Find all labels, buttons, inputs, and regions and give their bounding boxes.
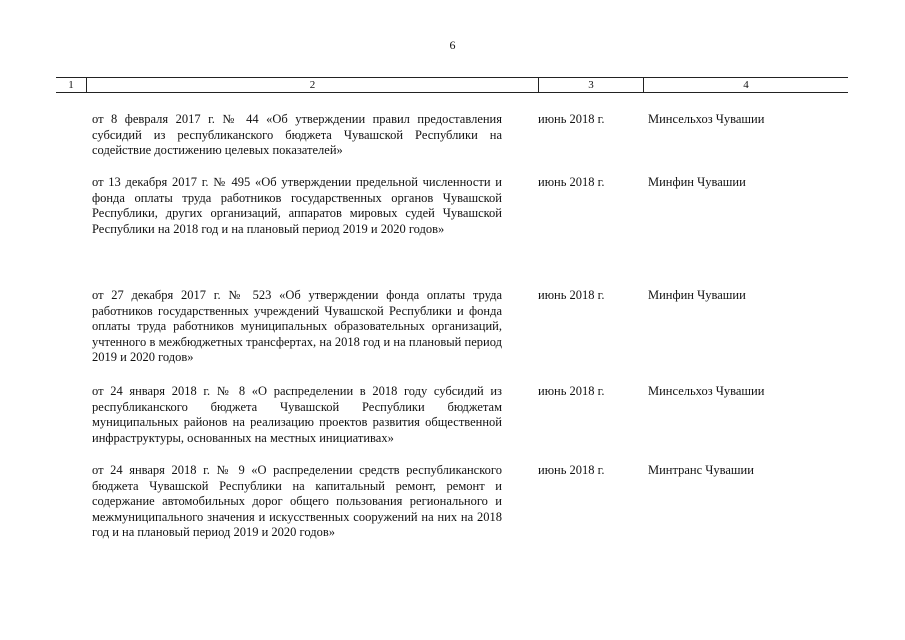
page-number: 6 [449, 38, 456, 52]
row-date: июнь 2018 г. [538, 288, 605, 302]
column-header-1: 1 [68, 79, 74, 91]
column-header-4: 4 [643, 78, 848, 92]
table-header-row [56, 77, 848, 93]
column-header-2: 2 [86, 78, 538, 92]
row-date: июнь 2018 г. [538, 463, 605, 477]
row-organization: Минфин Чувашии [648, 288, 746, 302]
row-organization: Минсельхоз Чувашии [648, 112, 765, 126]
row-organization: Минфин Чувашии [648, 175, 746, 189]
row-description: от 24 января 2018 г. № 9 «О распределении средств республиканского бюджета Чувашской Республики на капитальный ремонт, ремонт и содержание автомобильных дорог общего пользования регионального и межмуниципального значения и искусственных сооружений на них на 2018 год и на плановый период 2019 и 2020 годов» [92, 463, 502, 540]
row-organization: Минсельхоз Чувашии [648, 384, 765, 398]
row-description: от 8 февраля 2017 г. № 44 «Об утверждении правил предоставления субсидий из республиканского бюджета Чувашской Республики на содействие достижению целевых показателей» [92, 112, 502, 158]
column-header-3: 3 [538, 78, 643, 92]
row-date: июнь 2018 г. [538, 112, 605, 126]
row-description: от 13 декабря 2017 г. № 495 «Об утверждении предельной численности и фонда оплаты труда работников государственных органов Чувашской Республики, других организаций, аппаратов мировых судей Чувашской Республики на 2018 год и на плановый период 2019 и 2020 годов» [92, 175, 502, 236]
row-date: июнь 2018 г. [538, 384, 605, 398]
row-organization: Минтранс Чувашии [648, 463, 754, 477]
document-table [56, 77, 848, 540]
row-date: июнь 2018 г. [538, 175, 605, 189]
row-description: от 27 декабря 2017 г. № 523 «Об утверждении фонда оплаты труда работников государственных учреждений Чувашской Республики и фонда оплаты труда работников муниципальных образовательных организаций, учтенного в межбюджетных трансфертах, на 2018 год и на плановый период 2019 и 2020 годов» [92, 288, 502, 365]
row-description: от 24 января 2018 г. № 8 «О распределении в 2018 году субсидий из республиканского бюджета Чувашской Республики бюджетам муниципальных районов на реализацию проектов развития общественной инфраструктуры, основанных на местных инициативах» [92, 384, 502, 445]
